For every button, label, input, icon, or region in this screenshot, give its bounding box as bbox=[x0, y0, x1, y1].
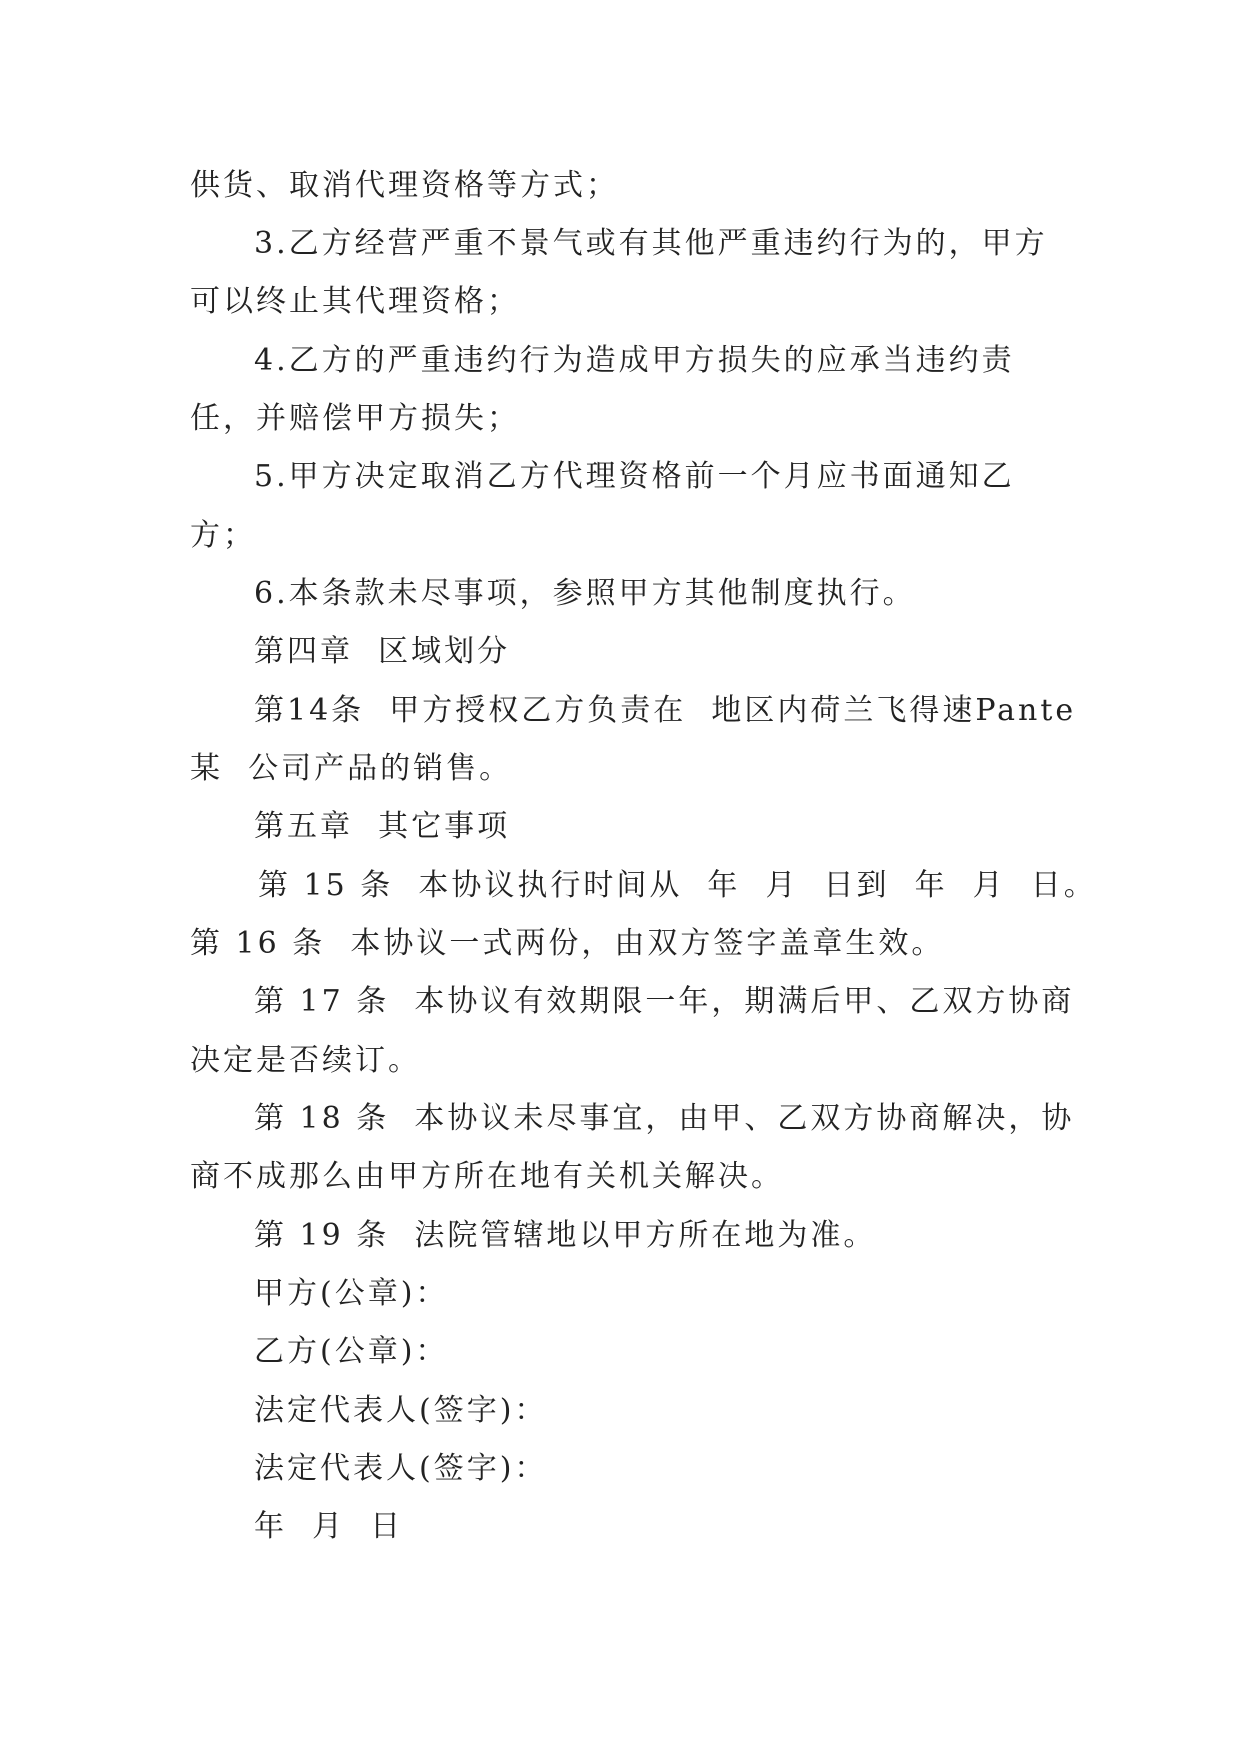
paragraph-line: 第 16 条 本协议一式两份，由双方签字盖章生效。 bbox=[190, 926, 945, 961]
paragraph-line: 5.甲方决定取消乙方代理资格前一个月应书面通知乙 bbox=[254, 459, 1015, 494]
paragraph-line: 6.本条款未尽事项，参照甲方其他制度执行。 bbox=[254, 576, 916, 611]
paragraph-line: 商不成那么由甲方所在地有关机关解决。 bbox=[190, 1159, 784, 1194]
paragraph-line: 3.乙方经营严重不景气或有其他严重违约行为的，甲方 bbox=[254, 226, 1048, 261]
paragraph-line: 第14条 甲方授权乙方负责在 地区内荷兰飞得速Pante bbox=[254, 693, 1077, 728]
paragraph-line: 4.乙方的严重违约行为造成甲方损失的应承当违约责 bbox=[254, 343, 1015, 378]
signature-label: 法定代表人(签字)： bbox=[254, 1393, 548, 1428]
chapter-heading: 第四章 区域划分 bbox=[254, 634, 511, 669]
chapter-heading: 第五章 其它事项 bbox=[254, 809, 511, 844]
paragraph-line: 可以终止其代理资格； bbox=[190, 284, 520, 319]
paragraph-line: 任，并赔偿甲方损失； bbox=[190, 401, 520, 436]
date-line: 年 月 日 bbox=[254, 1509, 404, 1544]
paragraph-line: 供货、取消代理资格等方式； bbox=[190, 168, 619, 203]
paragraph-line: 决定是否续订。 bbox=[190, 1043, 421, 1078]
paragraph-line: 某 公司产品的销售。 bbox=[190, 751, 513, 786]
signature-label: 乙方(公章)： bbox=[254, 1334, 449, 1369]
signature-label: 法定代表人(签字)： bbox=[254, 1451, 548, 1486]
signature-label: 甲方(公章)： bbox=[254, 1276, 449, 1311]
paragraph-line: 第 15 条 本协议执行时间从 年 月 日到 年 月 日。 bbox=[258, 868, 1097, 903]
paragraph-line: 第 18 条 本协议未尽事宜，由甲、乙双方协商解决，协 bbox=[254, 1101, 1075, 1136]
paragraph-line: 方； bbox=[190, 518, 256, 553]
paragraph-line: 第 17 条 本协议有效期限一年，期满后甲、乙双方协商 bbox=[254, 984, 1075, 1019]
paragraph-line: 第 19 条 法院管辖地以甲方所在地为准。 bbox=[254, 1218, 877, 1253]
